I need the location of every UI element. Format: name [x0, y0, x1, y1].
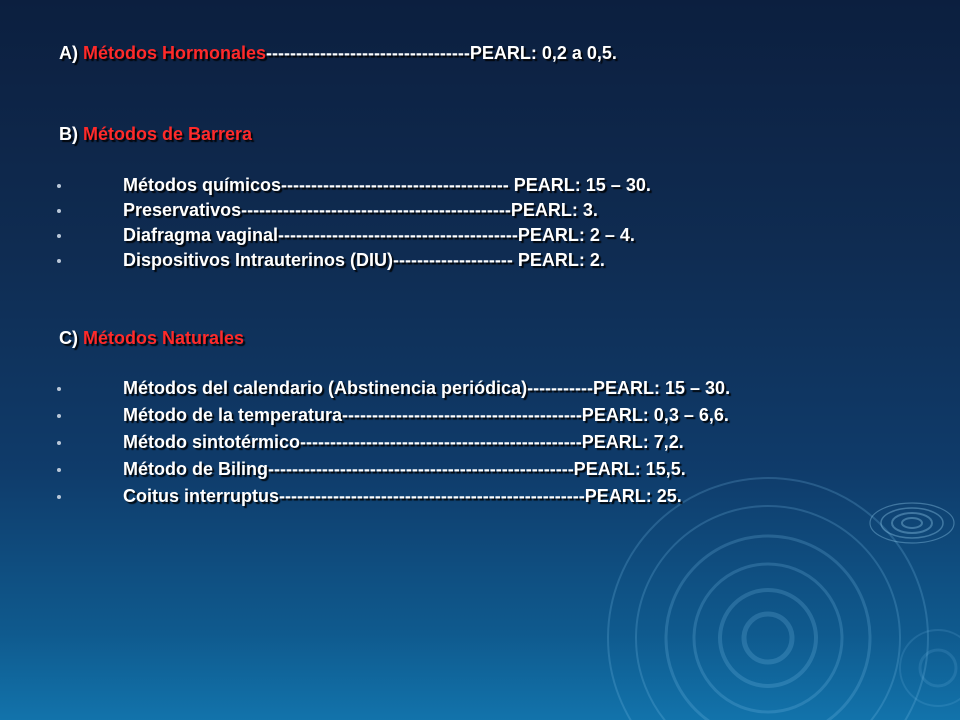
bullet-icon: [57, 387, 61, 391]
bullet-icon: [57, 414, 61, 418]
list-item: Diafragma vaginal----------------------------------------PEARL: 2 – 4.: [123, 225, 635, 245]
section-c-prefix: C): [59, 328, 78, 348]
list-item: Método de la temperatura----------------------------------------PEARL: 0,3 – 6,6.: [123, 405, 729, 425]
bullet-icon: [57, 259, 61, 263]
list-item: Métodos químicos-------------------------------------- PEARL: 15 – 30.: [123, 175, 651, 195]
bullet-icon: [57, 184, 61, 188]
section-b-title: Métodos de Barrera: [83, 124, 253, 144]
section-a-pearl: ----------------------------------PEARL: 0,2 a 0,5.: [266, 43, 617, 63]
bullet-icon: [57, 468, 61, 472]
bullet-icon: [57, 234, 61, 238]
bullet-icon: [57, 441, 61, 445]
section-c-heading: [59, 327, 244, 349]
section-a-heading: [59, 42, 617, 64]
section-b-prefix: B): [59, 124, 78, 144]
section-a-title: Métodos Hormonales: [83, 43, 267, 63]
section-c-title: Métodos Naturales: [83, 328, 245, 348]
list-item: Dispositivos Intrauterinos (DIU)-------------------- PEARL: 2.: [123, 250, 605, 270]
section-a-prefix: A): [59, 43, 78, 63]
list-item: Métodos del calendario (Abstinencia periódica)-----------PEARL: 15 – 30.: [123, 378, 731, 398]
bullet-icon: [57, 495, 61, 499]
list-item: Coitus interruptus---------------------------------------------------PEARL: 25.: [123, 486, 682, 506]
list-item: Preservativos---------------------------------------------PEARL: 3.: [123, 200, 598, 220]
bullet-icon: [57, 209, 61, 213]
section-b-heading: [59, 123, 252, 145]
list-item: Método de Biling---------------------------------------------------PEARL: 15,5.: [123, 459, 686, 479]
list-item: Método sintotérmico-----------------------------------------------PEARL: 7,2.: [123, 432, 684, 452]
